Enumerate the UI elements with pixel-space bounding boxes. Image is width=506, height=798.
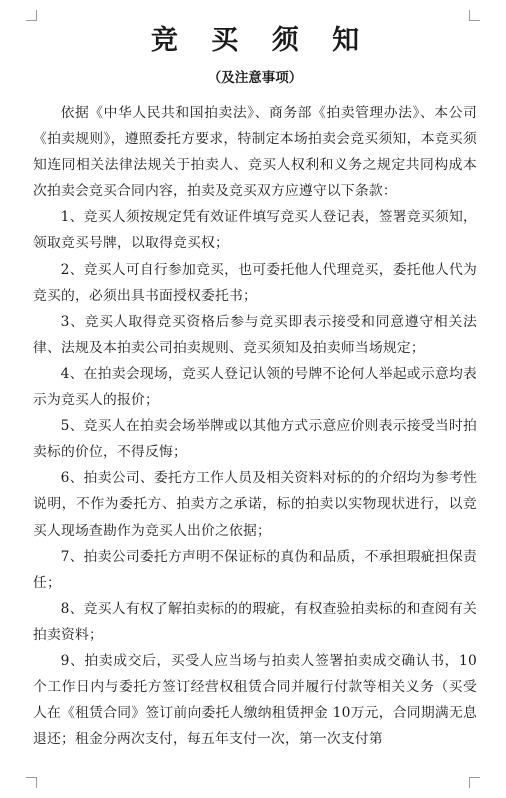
clause-3: 3、竞买人取得竞买资格后参与竞买即表示接受和同意遵守相关法律、法规及本拍卖公司拍卖规则、竞买须知及拍卖师当场规定； (33, 313, 477, 356)
document-page (33, 24, 477, 752)
crop-mark-bottom-left (26, 777, 37, 788)
clause-2: 2、竞买人可自行参加竞买，也可委托他人代理竞买，委托他人代为竞买的，必须出具书面授权委托书； (33, 261, 477, 304)
crop-mark-top-left (26, 10, 37, 21)
crop-mark-bottom-right (469, 777, 480, 788)
clause-9: 9、拍卖成交后，买受人应当场与拍卖人签署拍卖成交确认书，10个工作日内与委托方签订经营权租赁合同并履行付款等相关义务（买受人在《租赁合同》签订前向委托人缴纳租赁押金 10万元，合同期满无息退还；租金分两次支付，每五年支付一次，第一次支付第 (33, 652, 477, 748)
crop-mark-top-right (469, 10, 480, 21)
document-title: 竞 买 须 知 (150, 25, 372, 56)
clause-1: 1、竞买人须按规定凭有效证件填写竞买人登记表，签署竞买须知，领取竞买号牌，以取得竞买权； (33, 209, 477, 252)
clause-8: 8、竞买人有权了解拍卖标的的瑕疵，有权查验拍卖标的和查阅有关拍卖资料； (33, 600, 477, 643)
document-subtitle: （及注意事项） (207, 70, 303, 86)
intro-paragraph: 依据《中华人民共和国拍卖法》、商务部《拍卖管理办法》、本公司《拍卖规则》，遵照委托方要求，特制定本场拍卖会竞买须知，本竞买须知连同相关法律法规关于拍卖人、竞买人权利和义务之规定共同构成本次拍卖会竞买合同内容，拍卖及竞买双方应遵守以下条款： (33, 105, 477, 200)
clause-6: 6、拍卖公司、委托方工作人员及相关资料对标的的介绍均为参考性说明，不作为委托方、拍卖方之承诺，标的拍卖以实物现状进行，以竞买人现场查勘作为竞买人出价之依据； (33, 470, 477, 539)
clause-7: 7、拍卖公司委托方声明不保证标的真伪和品质，不承担瑕疵担保责任； (33, 548, 477, 591)
clause-5: 5、竞买人在拍卖会场举牌或以其他方式示意应价则表示接受当时拍卖标的价位，不得反悔； (33, 418, 477, 461)
clause-4: 4、在拍卖会现场，竞买人登记认领的号牌不论何人举起或示意均表示为竞买人的报价； (33, 365, 477, 409)
